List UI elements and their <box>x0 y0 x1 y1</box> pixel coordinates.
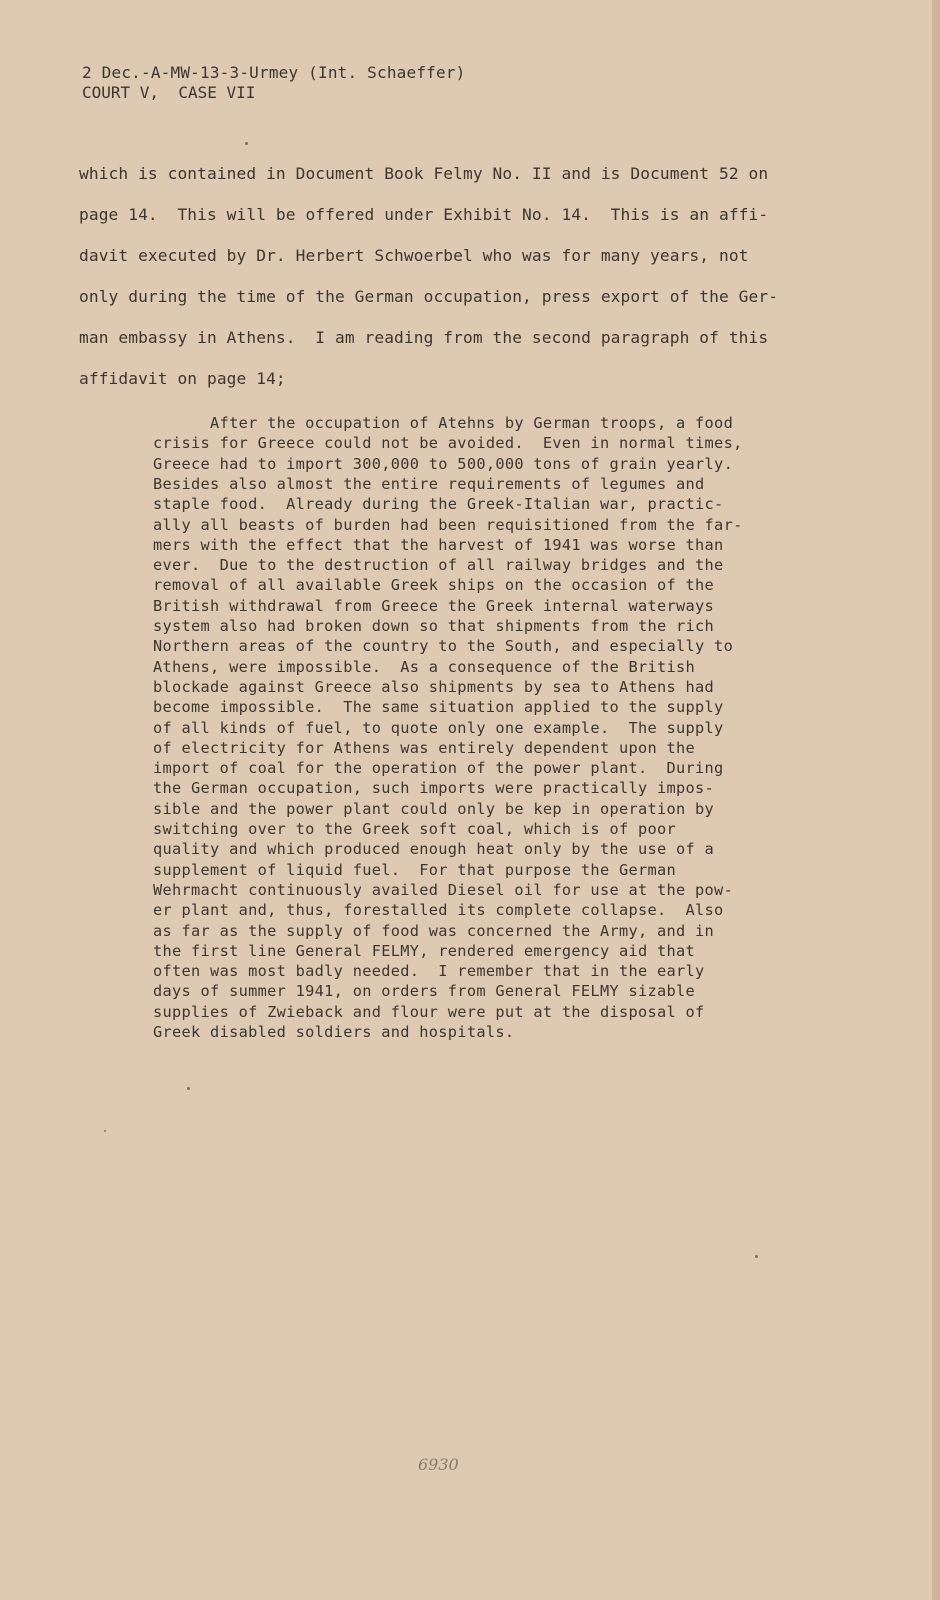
quote-line: system also had broken down so that shipments from the rich <box>153 617 715 635</box>
quote-line: supplies of Zwieback and flour were put at the disposal of <box>153 1002 705 1021</box>
quote-line: ally all beasts of burden had been requisitioned from the far- <box>153 515 743 534</box>
quote-line: mers with the effect that the harvest of 1941 was worse than <box>153 535 724 554</box>
header-session-line: 2 Dec.-A-MW-13-3-Urmey (Int. Schaeffer) <box>82 63 466 82</box>
quote-line: often was most badly needed. I remember that in the early <box>153 962 705 981</box>
quote-line: the first line General FELMY, rendered emergency aid that <box>153 941 696 960</box>
quote-line: Besides also almost the entire requirements of legumes and <box>153 474 705 493</box>
quote-line: Athens, were impossible. As a consequence of the British <box>153 657 696 676</box>
quote-line: sible and the power plant could only be kep in operation by <box>153 799 715 818</box>
paper-speck <box>187 1087 190 1090</box>
quote-line: switching over to the Greek soft coal, which is of poor <box>153 820 677 838</box>
quote-line: removal of all available Greek ships on the occasion of the <box>153 576 715 595</box>
page-number: 6930 <box>418 1455 459 1474</box>
paper-speck <box>104 1130 106 1132</box>
quote-line: import of coal for the operation of the power plant. During <box>153 759 724 778</box>
quote-line: Northern areas of the country to the South, and especially to <box>153 637 734 656</box>
intro-line: which is contained in Document Book Felmy No. II and is Document 52 on <box>79 164 769 183</box>
quote-line: of electricity for Athens was entirely dependent upon the <box>153 738 696 757</box>
quote-line: days of summer 1941, on orders from General FELMY sizable <box>153 982 696 1001</box>
quote-line: blockade against Greece also shipments by sea to Athens had <box>153 677 715 696</box>
intro-line: davit executed by Dr. Herbert Schwoerbel who was for many years, not <box>79 246 749 265</box>
page-edge <box>932 0 940 1600</box>
quote-line: crisis for Greece could not be avoided. Even in normal times, <box>153 434 743 453</box>
quote-line: Wehrmacht continuously availed Diesel oil for use at the pow- <box>153 880 734 899</box>
paper-speck <box>245 142 248 145</box>
quote-line: the German occupation, such imports were practically impos- <box>153 779 715 798</box>
paper-speck <box>755 1255 758 1258</box>
quote-line: After the occupation of Atehns by German troops, a food <box>153 414 734 432</box>
quote-line: quality and which produced enough heat only by the use of a <box>153 840 715 859</box>
intro-line: page 14. This will be offered under Exhibit No. 14. This is an affi- <box>79 205 769 224</box>
quote-line: become impossible. The same situation applied to the supply <box>153 698 724 717</box>
quote-line: as far as the supply of food was concerned the Army, and in <box>153 921 715 940</box>
quote-line: staple food. Already during the Greek-Italian war, practic- <box>153 495 724 514</box>
quote-line: Greece had to import 300,000 to 500,000 tons of grain yearly. <box>153 454 734 473</box>
quote-line: er plant and, thus, forestalled its complete collapse. Also <box>153 901 724 920</box>
intro-line: affidavit on page 14; <box>79 369 286 388</box>
intro-line: only during the time of the German occupation, press export of the Ger- <box>79 287 779 306</box>
quote-line: Greek disabled soldiers and hospitals. <box>153 1023 515 1041</box>
quote-line: of all kinds of fuel, to quote only one example. The supply <box>153 718 724 737</box>
quote-line: British withdrawal from Greece the Greek internal waterways <box>153 596 715 615</box>
intro-line: man embassy in Athens. I am reading from the second paragraph of this <box>79 328 769 347</box>
header-court-case-line: COURT V, CASE VII <box>82 83 256 102</box>
quote-line: supplement of liquid fuel. For that purpose the German <box>153 860 677 879</box>
quote-line: ever. Due to the destruction of all railway bridges and the <box>153 556 724 575</box>
